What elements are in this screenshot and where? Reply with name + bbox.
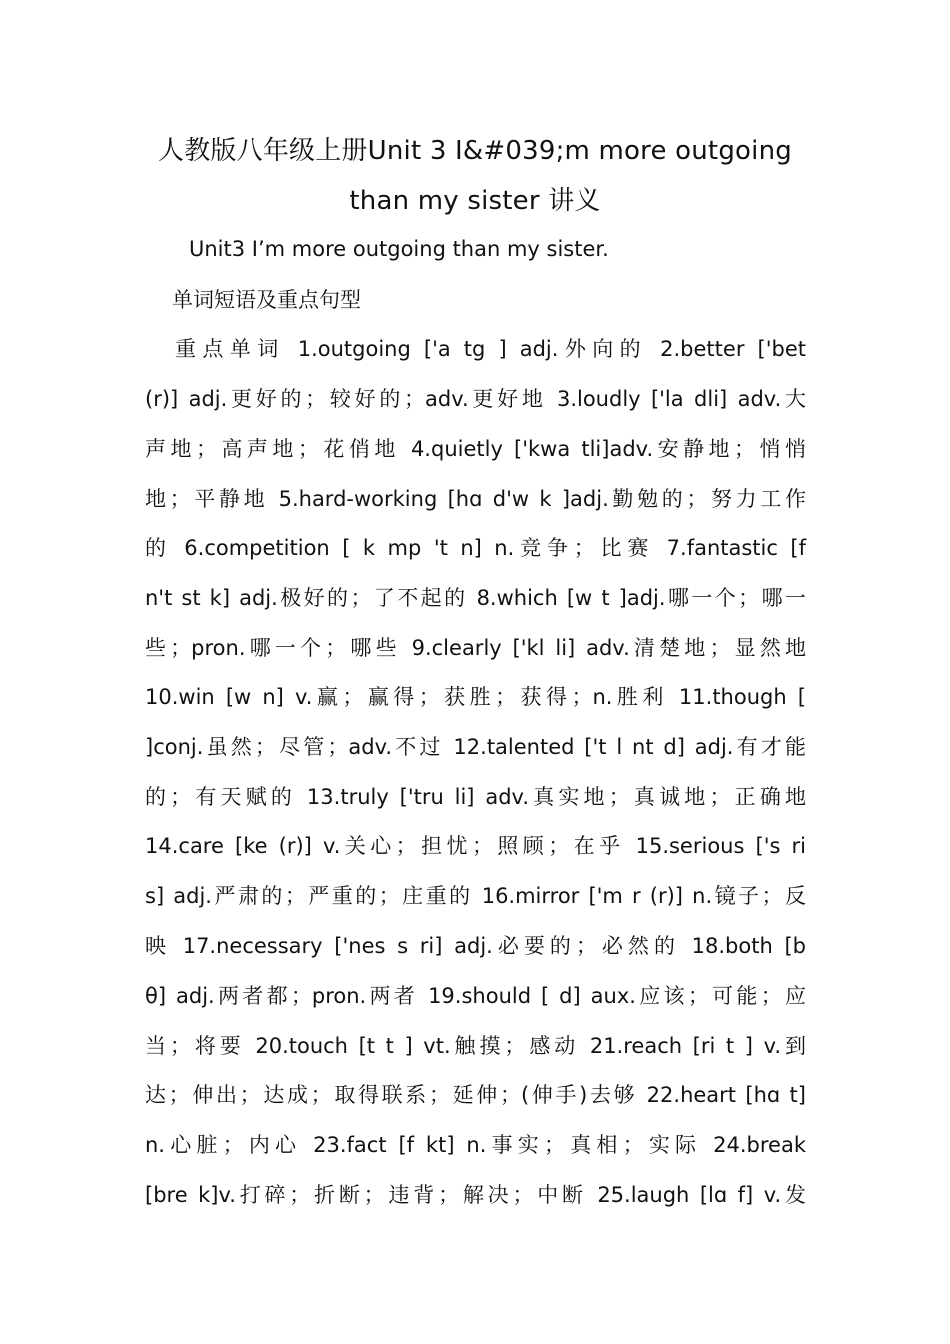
vocab-line: 重点单词 1.outgoing ['a tg ] adj.外向的 2.better ['bet <box>175 337 806 361</box>
vocab-line: 声地；高声地；花俏地 4.quietly ['kwa tli]adv.安静地；悄悄 <box>145 437 806 461</box>
section-heading: 单词短语及重点句型 <box>172 288 361 312</box>
document-title-line-2: than my sister 讲义 <box>349 186 601 216</box>
vocab-line: s] adj.严肃的；严重的；庄重的 16.mirror ['m r (r)] n.镜子；反 <box>145 884 806 908</box>
vocab-line: 当；将要 20.touch [t t ] vt.触摸；感动 21.reach [ri t ] v.到 <box>145 1034 806 1058</box>
vocab-line: 达；伸出；达成；取得联系；延伸；(伸手)去够 22.heart [hɑ t] <box>145 1083 806 1107</box>
vocab-line: 的；有天赋的 13.truly ['tru li] adv.真实地；真诚地；正确地 <box>145 785 806 809</box>
vocab-line: n't st k] adj.极好的；了不起的 8.which [w t ]adj.哪一个；哪一 <box>145 586 806 610</box>
vocab-line: 的 6.competition [ k mp 't n] n.竞争；比赛 7.fantastic [f <box>145 536 806 560</box>
vocab-line: 14.care [ke (r)] v.关心；担忧；照顾；在乎 15.serious ['s ri <box>145 834 806 858</box>
vocab-line: 映 17.necessary ['nes s ri] adj.必要的；必然的 18.both [b <box>145 934 806 958</box>
vocab-line: 10.win [w n] v.赢；赢得；获胜；获得；n.胜利 11.though [ <box>145 685 806 709</box>
unit-subtitle: Unit3 I’m more outgoing than my sister. <box>189 237 609 261</box>
vocab-line: n.心脏；内心 23.fact [f kt] n.事实；真相；实际 24.break <box>145 1133 806 1157</box>
vocab-line: ]conj.虽然；尽管；adv.不过 12.talented ['t l nt d] adj.有才能 <box>145 735 806 759</box>
vocab-line: (r)] adj.更好的；较好的；adv.更好地 3.loudly ['la dli] adv.大 <box>145 387 806 411</box>
vocab-line: 地；平静地 5.hard-working [hɑ d'w k ]adj.勤勉的；努力工作 <box>145 487 806 511</box>
vocab-line: θ] adj.两者都；pron.两者 19.should [ d] aux.应该；可能；应 <box>145 984 806 1008</box>
document-title-line-1: 人教版八年级上册Unit 3 I&#039;m more outgoing <box>158 136 792 166</box>
vocab-line: 些；pron.哪一个；哪些 9.clearly ['kl li] adv.清楚地；显然地 <box>145 636 806 660</box>
vocab-line: [bre k]v.打碎；折断；违背；解决；中断 25.laugh [lɑ f] v.发 <box>145 1183 806 1207</box>
